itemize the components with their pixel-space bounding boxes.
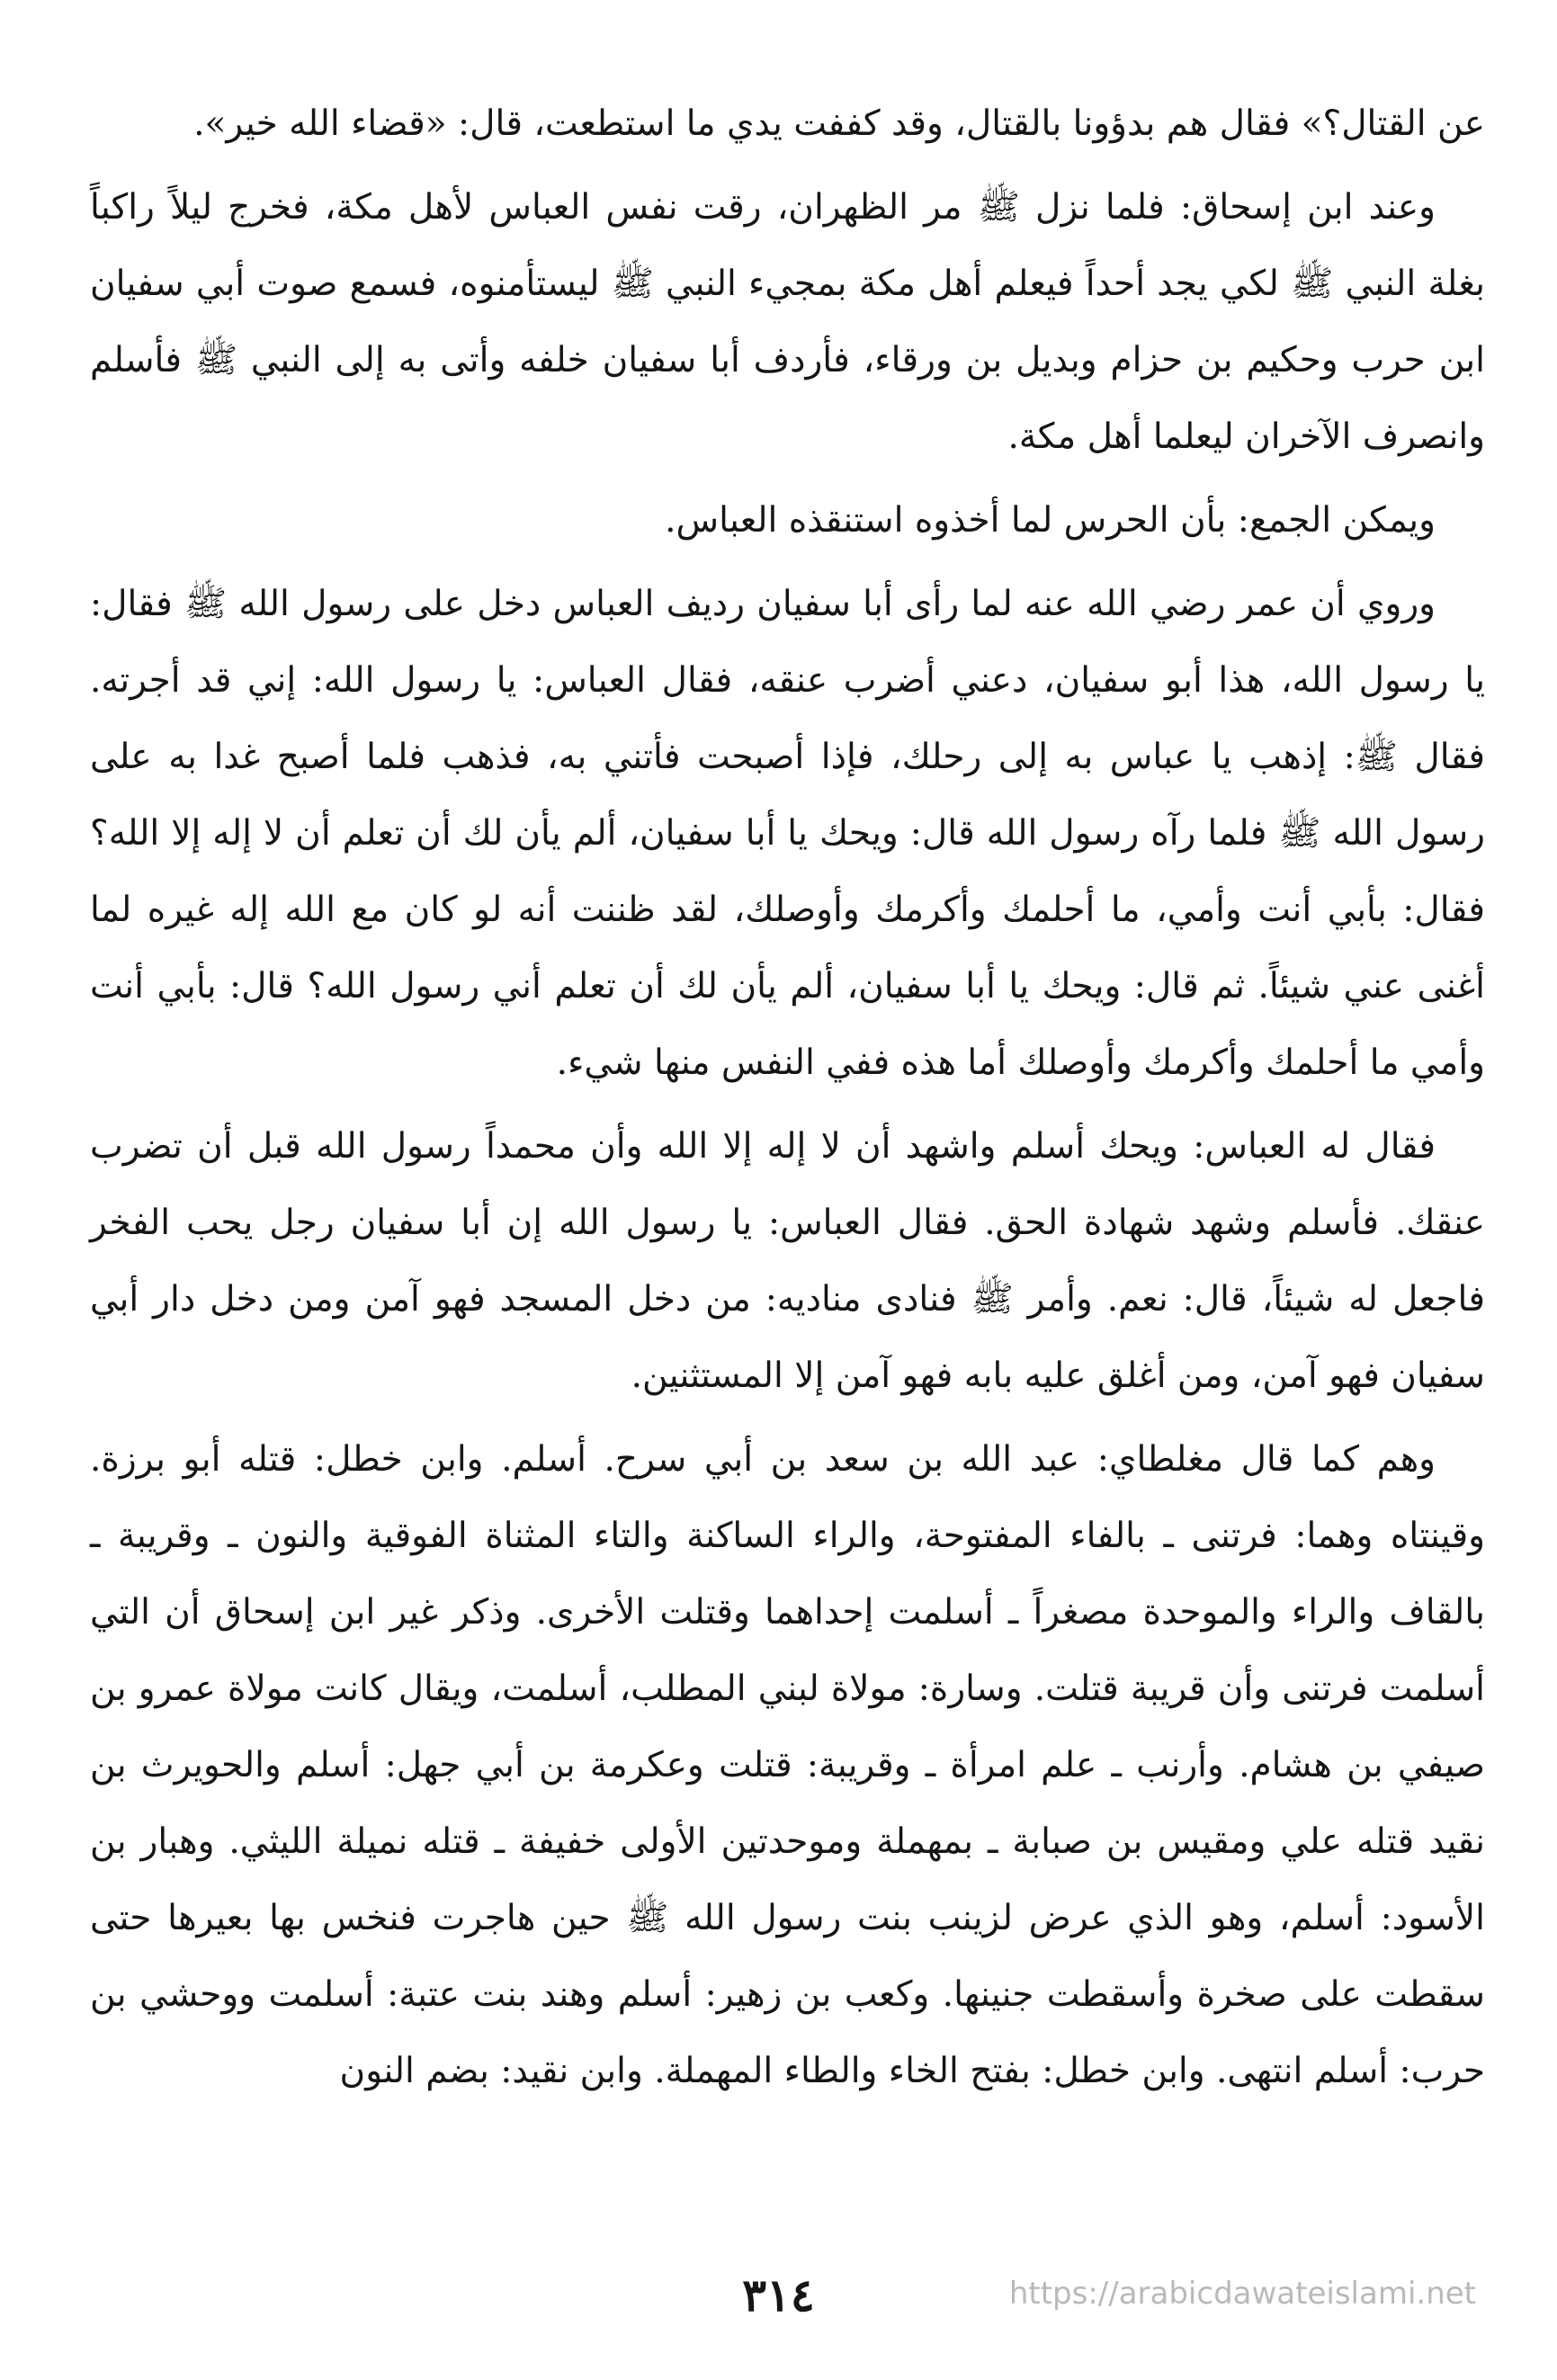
paragraph-2: وعند ابن إسحاق: فلما نزل ﷺ مر الظهران، رقت نفس العباس لأهل مكة، فخرج ليلاً راكباً بغلة النبي ﷺ لكي يجد أحداً فيعلم أهل مكة بمجيء النبي ﷺ ليستأمنوه، فسمع صوت أبي سفيان ابن حرب وحكيم بن حزام وبديل بن ورقاء، فأردف أبا سفيان خلفه وأتى به إلى النبي ﷺ فأسلم وانصرف الآخران ليعلما أهل مكة.: [90, 187, 1485, 457]
paragraph-4: وروي أن عمر رضي الله عنه لما رأى أبا سفيان رديف العباس دخل على رسول الله ﷺ فقال: يا رسول الله، هذا أبو سفيان، دعني أضرب عنقه، فقال العباس: يا رسول الله: إني قد أجرته. فقال ﷺ: إذهب يا عباس به إلى رحلك، فإذا أصبحت فأتني به، فذهب فلما أصبح غدا به على رسول الله ﷺ فلما رآه رسول الله قال: ويحك يا أبا سفيان، ألم يأن لك أن تعلم أن لا إله إلا الله؟ فقال: بأبي أنت وأمي، ما أحلمك وأكرمك وأوصلك، لقد ظننت أنه لو كان مع الله إله غيره لما أغنى عني شيئاً. ثم قال: ويحك يا أبا سفيان، ألم يأن لك أن تعلم أني رسول الله؟ قال: بأبي أنت وأمي ما أحلمك وأكرمك وأوصلك أما هذه ففي النفس منها شيء.: [90, 584, 1485, 1083]
watermark-url: https://arabicdawateislami.net: [1008, 2276, 1476, 2312]
page-body: [90, 85, 1485, 2116]
paragraph-6: وهم كما قال مغلطاي: عبد الله بن سعد بن أبي سرح. أسلم. وابن خطل: قتله أبو برزة. وقينتاه وهما: فرتنى ـ بالفاء المفتوحة، والراء الساكنة والتاء المثناة الفوقية والنون ـ وقريبة ـ بالقاف والراء والموحدة مصغراً ـ أسلمت إحداهما وقتلت الأخرى. وذكر غير ابن إسحاق أن التي أسلمت فرتنى وأن قريبة قتلت. وسارة: مولاة لبني المطلب، أسلمت، ويقال كانت مولاة عمرو بن صيفي بن هشام. وأرنب ـ علم امرأة ـ وقريبة: قتلت وعكرمة بن أبي جهل: أسلم والحويرث بن نقيد قتله علي ومقيس بن صبابة ـ بمهملة وموحدتين الأولى خفيفة ـ قتله نميلة الليثي. وهبار بن الأسود: أسلم، وهو الذي عرض لزينب بنت رسول الله ﷺ حين هاجرت فنخس بها بعيرها حتى سقطت على صخرة وأسقطت جنينها. وكعب بن زهير: أسلم وهند بنت عتبة: أسلمت ووحشي بن حرب: أسلم انتهى. وابن خطل: بفتح الخاء والطاء المهملة. وابن نقيد: بضم النون: [90, 1439, 1485, 2091]
paragraph-3: ويمكن الجمع: بأن الحرس لما أخذوه استنقذه العباس.: [665, 500, 1436, 541]
paragraph-5: فقال له العباس: ويحك أسلم واشهد أن لا إله إلا الله وأن محمداً رسول الله قبل أن تضرب عنقك. فأسلم وشهد شهادة الحق. فقال العباس: يا رسول الله إن أبا سفيان رجل يحب الفخر فاجعل له شيئاً، قال: نعم. وأمر ﷺ فنادى مناديه: من دخل المسجد فهو آمن ومن دخل دار أبي سفيان فهو آمن، ومن أغلق عليه بابه فهو آمن إلا المستثنين.: [90, 1126, 1485, 1396]
page-number: ٣١٤: [742, 2268, 815, 2322]
paragraph-1: عن القتال؟» فقال هم بدؤونا بالقتال، وقد كففت يدي ما استطعت، قال: «قضاء الله خير».: [193, 103, 1485, 144]
